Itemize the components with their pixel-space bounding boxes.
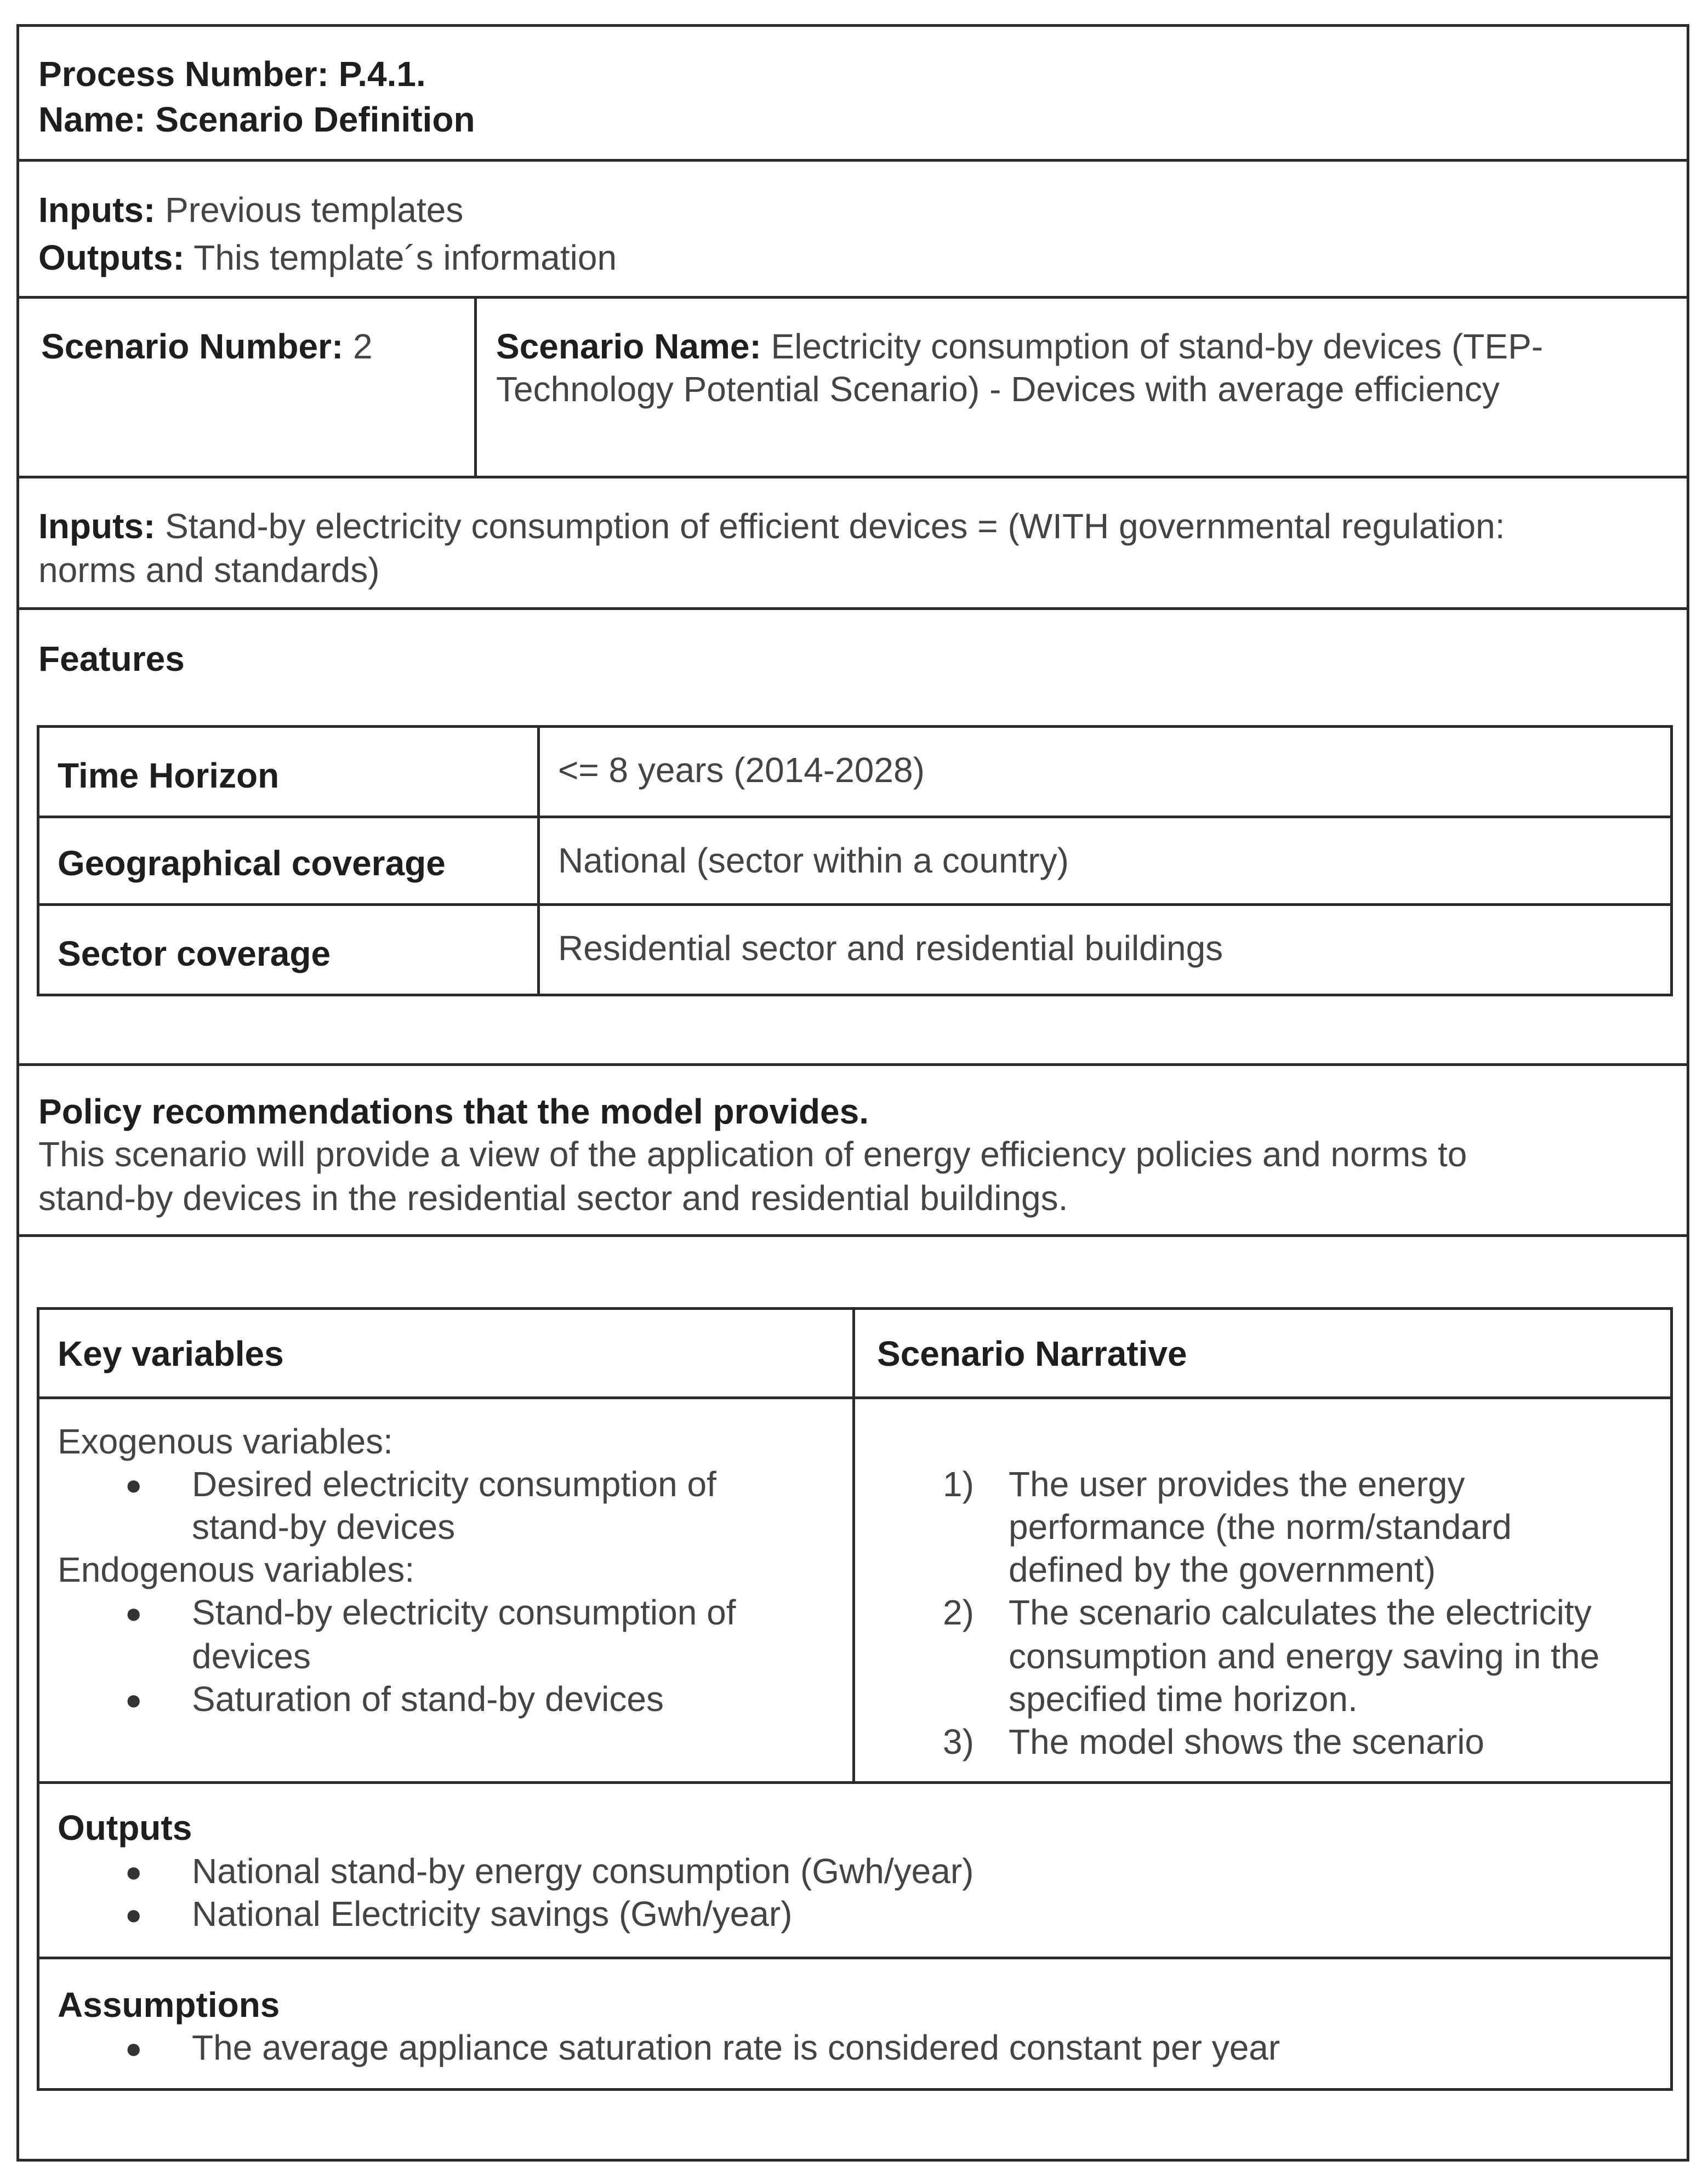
- narrative-step: The user provides the energy: [1009, 1464, 1465, 1504]
- divider: [37, 903, 1673, 906]
- divider: [16, 1234, 1689, 1237]
- endogenous-item-cont: devices: [192, 1637, 311, 1676]
- divider: [474, 296, 477, 478]
- outputs-title: Outputs: [58, 1808, 192, 1848]
- output-item: National stand-by energy consumption (Gwh/year): [192, 1851, 974, 1891]
- bullet: ●: [125, 1598, 143, 1629]
- scenario-number: Scenario Number: 2: [41, 327, 373, 366]
- divider: [37, 816, 1673, 818]
- feature-value: National (sector within a country): [558, 841, 1069, 880]
- key-variables-header: Key variables: [58, 1334, 284, 1373]
- bullet: ●: [125, 1469, 143, 1501]
- divider: [537, 725, 540, 996]
- template-outputs: Outputs: This template´s information: [38, 238, 617, 277]
- endogenous-item: Saturation of stand-by devices: [192, 1679, 664, 1719]
- exogenous-item-cont: stand-by devices: [192, 1507, 456, 1547]
- template-inputs: Inputs: Previous templates: [38, 190, 464, 230]
- scenario-name: Scenario Name: Electricity consumption of stand-by devices (TEP-: [496, 327, 1544, 366]
- scenario-inputs: Inputs: Stand-by electricity consumption of efficient devices = (WITH governmental regulation:: [38, 506, 1505, 546]
- divider: [16, 607, 1689, 610]
- features-title: Features: [38, 639, 185, 679]
- policy-text: stand-by devices in the residential sector and residential buildings.: [38, 1178, 1068, 1218]
- policy-text: This scenario will provide a view of the application of energy efficiency policies and norms to: [38, 1134, 1467, 1174]
- divider: [16, 1063, 1689, 1066]
- assumptions-title: Assumptions: [58, 1985, 280, 2025]
- bullet: ●: [125, 1684, 143, 1716]
- exogenous-item: Desired electricity consumption of: [192, 1464, 716, 1504]
- exogenous-label: Exogenous variables:: [58, 1422, 393, 1461]
- scenario-inputs-cont: norms and standards): [38, 550, 380, 590]
- narrative-step-cont: defined by the government): [1009, 1550, 1436, 1589]
- divider: [16, 476, 1689, 478]
- process-number: Process Number: P.4.1.: [38, 54, 426, 94]
- narrative-number: 3): [943, 1722, 974, 1761]
- policy-title: Policy recommendations that the model provides.: [38, 1092, 869, 1131]
- divider: [16, 296, 1689, 299]
- endogenous-label: Endogenous variables:: [58, 1550, 415, 1589]
- feature-value: <= 8 years (2014-2028): [558, 750, 925, 790]
- divider: [16, 159, 1689, 162]
- narrative-number: 2): [943, 1593, 974, 1632]
- narrative-step-cont: performance (the norm/standard: [1009, 1507, 1512, 1547]
- feature-label: Sector coverage: [58, 934, 331, 973]
- narrative-step-cont: consumption and energy saving in the: [1009, 1637, 1600, 1676]
- process-name: Name: Scenario Definition: [38, 100, 475, 139]
- feature-value: Residential sector and residential buildings: [558, 928, 1223, 968]
- output-item: National Electricity savings (Gwh/year): [192, 1894, 793, 1934]
- scenario-name-cont: Technology Potential Scenario) - Devices with average efficiency: [496, 369, 1500, 409]
- narrative-number: 1): [943, 1464, 974, 1504]
- bullet: ●: [125, 2033, 143, 2065]
- divider: [852, 1307, 855, 1784]
- divider: [37, 1781, 1673, 1784]
- scenario-narrative-header: Scenario Narrative: [877, 1334, 1187, 1373]
- narrative-step-cont: specified time horizon.: [1009, 1679, 1358, 1719]
- assumption-item: The average appliance saturation rate is considered constant per year: [192, 2028, 1280, 2067]
- bullet: ●: [125, 1899, 143, 1931]
- feature-label: Geographical coverage: [58, 843, 446, 883]
- divider: [37, 1396, 1673, 1399]
- feature-label: Time Horizon: [58, 756, 280, 795]
- narrative-step: The scenario calculates the electricity: [1009, 1593, 1592, 1632]
- narrative-step: The model shows the scenario: [1009, 1722, 1484, 1761]
- bullet: ●: [125, 1856, 143, 1888]
- divider: [37, 1957, 1673, 1959]
- endogenous-item: Stand-by electricity consumption of: [192, 1593, 736, 1632]
